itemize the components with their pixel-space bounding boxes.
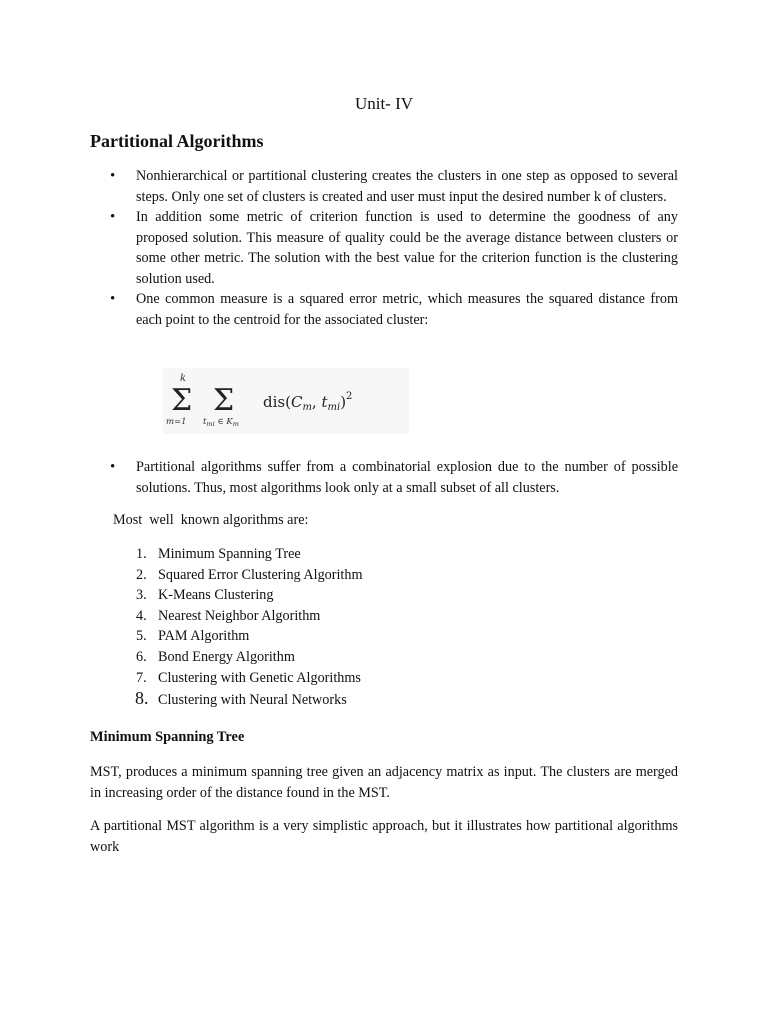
list-number: 8. bbox=[135, 688, 149, 709]
bullet-item bbox=[90, 457, 678, 498]
list-item bbox=[128, 626, 363, 647]
list-label: PAM Algorithm bbox=[158, 628, 250, 645]
squared-error-formula bbox=[163, 368, 409, 434]
bullet-text: Partitional algorithms suffer from a combinatorial explosion due to the number of possible solutions. Thus, most algorithms look only at a small subset of all clusters. bbox=[136, 459, 678, 496]
mst-heading: Minimum Spanning Tree bbox=[90, 729, 245, 745]
list-item bbox=[128, 606, 363, 627]
outer-sum-lower: m=1 bbox=[166, 417, 187, 427]
list-label: Minimum Spanning Tree bbox=[158, 546, 301, 562]
distance-term: $dis(C_m$, $t_{mi})^2$ bbox=[263, 391, 353, 413]
list-item bbox=[128, 668, 363, 689]
list-label: Nearest Neighbor Algorithm bbox=[158, 607, 321, 624]
inner-sum-lower: $t_{mi}$ ∈ $K_m$ bbox=[203, 417, 239, 428]
list-number: 6. bbox=[136, 648, 147, 665]
bullet-list-bottom bbox=[90, 457, 678, 498]
inner-sigma: Σ bbox=[213, 383, 235, 418]
bullet-marker: • bbox=[110, 459, 116, 475]
unit-title: Unit- IV bbox=[354, 94, 414, 113]
formula-graphic bbox=[163, 368, 409, 434]
list-number: 7. bbox=[136, 669, 147, 686]
section-heading: Partitional Algorithms bbox=[90, 131, 264, 151]
bullet-text: One common measure is a squared error metric, which measures the squared distance from each point to the centroid for the associated cluster: bbox=[136, 291, 678, 328]
list-number: 5. bbox=[136, 628, 147, 645]
bullet-text: Nonhierarchical or partitional clustering creates the clusters in one step as opposed to several steps. Only one set of clusters is created and user must input the desired number k of clusters. bbox=[136, 168, 678, 205]
list-label: Squared Error Clustering Algorithm bbox=[158, 566, 363, 583]
bullet-item bbox=[90, 207, 678, 289]
list-number: 4. bbox=[136, 607, 147, 624]
list-item bbox=[128, 544, 363, 565]
list-number: 1. bbox=[136, 546, 147, 562]
list-label: Bond Energy Algorithm bbox=[158, 648, 295, 665]
bullet-marker: • bbox=[110, 168, 116, 184]
list-item bbox=[128, 565, 363, 586]
bullet-item bbox=[90, 289, 678, 330]
list-label: K-Means Clustering bbox=[158, 587, 274, 604]
bullet-list-top bbox=[90, 166, 678, 330]
list-item bbox=[128, 690, 363, 711]
list-item bbox=[128, 647, 363, 668]
list-number: 3. bbox=[136, 587, 147, 604]
bullet-marker: • bbox=[110, 291, 116, 307]
mst-paragraph-2: A partitional MST algorithm is a very simplistic approach, but it illustrates how partitional algorithms work bbox=[90, 818, 678, 855]
mst-paragraph-1: MST, produces a minimum spanning tree given an adjacency matrix as input. The clusters are merged in increasing order of the distance found in the MST. bbox=[90, 764, 678, 801]
list-label: Clustering with Genetic Algorithms bbox=[158, 669, 361, 686]
bullet-text: In addition some metric of criterion function is used to determine the goodness of any proposed solution. This measure of quality could be the average distance between clusters or some other metric. The solution with the best value for the criterion function is the clustering solution used. bbox=[136, 209, 678, 287]
algorithm-list bbox=[128, 544, 363, 711]
list-label: Clustering with Neural Networks bbox=[158, 692, 347, 709]
algorithms-intro: Most well known algorithms are: bbox=[113, 512, 309, 528]
list-number: 2. bbox=[136, 566, 147, 583]
bullet-marker: • bbox=[110, 209, 116, 225]
outer-sum-upper: k bbox=[180, 373, 187, 384]
bullet-item bbox=[90, 166, 678, 207]
list-item bbox=[128, 585, 363, 606]
outer-sigma: Σ bbox=[171, 383, 193, 418]
